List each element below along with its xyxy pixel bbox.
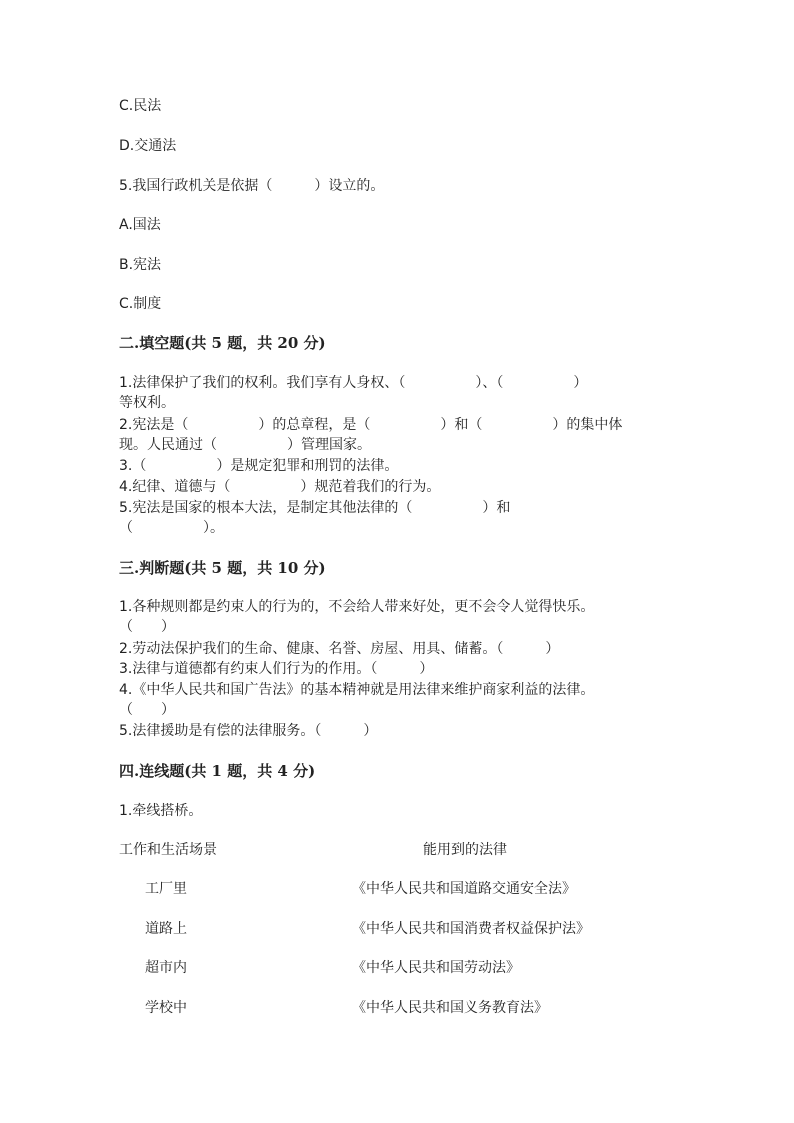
question-5-option-c: C.制度 — [119, 296, 162, 312]
true-false-line: 1.各种规则都是约束人的行为的，不会给人带来好处，更不会令人觉得快乐。 — [119, 599, 595, 615]
true-false-line: 4.《中华人民共和国广告法》的基本精神就是用法律来维护商家利益的法律。 — [119, 682, 595, 698]
question-5-stem: 5.我国行政机关是依据（ ）设立的。 — [119, 178, 385, 194]
true-false-line: （ ） — [119, 619, 175, 635]
section-3-title: 三.判断题(共 5 题，共 10 分) — [119, 559, 326, 577]
fill-blank-line: （ ）。 — [119, 520, 224, 536]
law-item: 《中华人民共和国劳动法》 — [352, 960, 520, 976]
fill-blank-line: 1.法律保护了我们的权利。我们享有人身权、（ ）、（ ） — [119, 375, 588, 391]
true-false-line: 5.法律援助是有偿的法律服务。（ ） — [119, 723, 378, 739]
section-2-title: 二.填空题(共 5 题，共 20 分) — [119, 334, 326, 352]
fill-blank-line: 3.（ ）是规定犯罪和刑罚的法律。 — [119, 458, 399, 474]
fill-blank-line: 等权利。 — [119, 395, 175, 411]
scene-item: 学校中 — [145, 1000, 187, 1016]
option-c-civil-law: C.民法 — [119, 98, 162, 114]
law-item: 《中华人民共和国道路交通安全法》 — [352, 881, 576, 897]
question-5-option-a: A.国法 — [119, 217, 161, 233]
column-header-scene: 工作和生活场景 — [119, 842, 217, 858]
fill-blank-line: 现。人民通过（ ）管理国家。 — [119, 437, 371, 453]
scene-item: 道路上 — [145, 921, 187, 937]
fill-blank-line: 4.纪律、道德与（ ）规范着我们的行为。 — [119, 479, 441, 495]
column-header-law: 能用到的法律 — [423, 842, 507, 858]
true-false-line: 2.劳动法保护我们的生命、健康、名誉、房屋、用具、储蓄。（ ） — [119, 641, 560, 657]
law-item: 《中华人民共和国义务教育法》 — [352, 1000, 548, 1016]
true-false-line: （ ） — [119, 702, 175, 718]
section-4-title: 四.连线题(共 1 题，共 4 分) — [119, 762, 316, 780]
law-item: 《中华人民共和国消费者权益保护法》 — [352, 921, 590, 937]
scene-item: 超市内 — [145, 960, 187, 976]
fill-blank-line: 2.宪法是（ ）的总章程，是（ ）和（ ）的集中体 — [119, 417, 623, 433]
true-false-line: 3.法律与道德都有约束人们行为的作用。（ ） — [119, 661, 434, 677]
fill-blank-line: 5.宪法是国家的根本大法，是制定其他法律的（ ）和 — [119, 500, 511, 516]
option-d-traffic-law: D.交通法 — [119, 138, 177, 154]
matching-question: 1.牵线搭桥。 — [119, 803, 203, 819]
question-5-option-b: B.宪法 — [119, 257, 162, 273]
scene-item: 工厂里 — [145, 881, 187, 897]
